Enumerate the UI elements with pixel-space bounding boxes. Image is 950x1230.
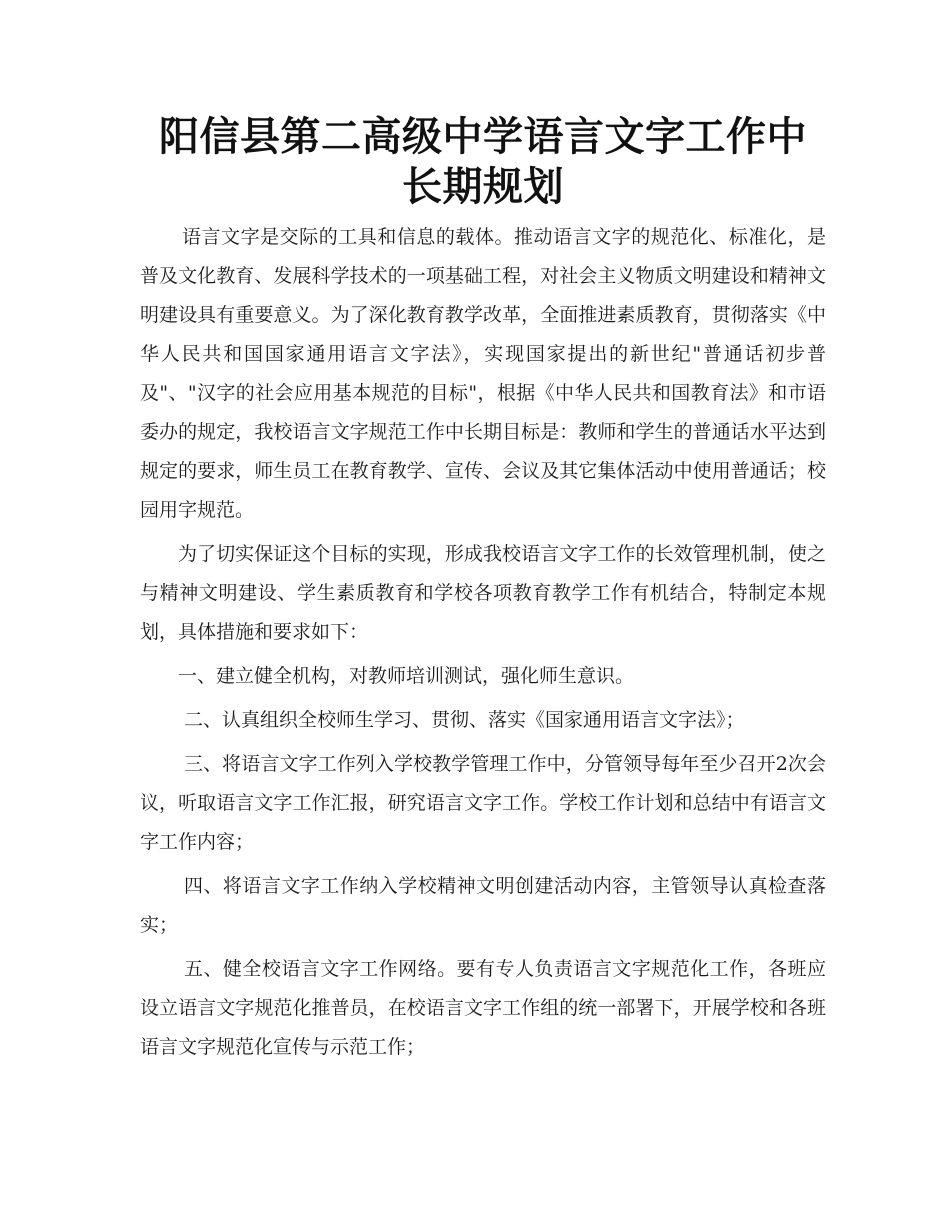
measure-item-3: 三、将语言文字工作列入学校教学管理工作中，分管领导每年至少召开2次会议，听取语言文字工作汇报，研究语言文字工作。学校工作计划和总结中有语言文字工作内容； [140,753,826,853]
measure-item-1: 一、建立健全机构，对教师培训测试，强化师生意识。 [178,665,635,687]
document-body [140,112,826,1072]
document-title-line-2: 长期规划 [402,163,564,210]
measure-item-5: 五、健全校语言文字工作网络。要有专人负责语言文字规范化工作，各班应设立语言文字规范化推普员，在校语言文字工作组的统一部署下，开展学校和各班语言文字规范化宣传与示范工作； [140,958,826,1058]
intro-paragraph: 语言文字是交际的工具和信息的载体。推动语言文字的规范化、标准化，是普及文化教育、发展科学技术的一项基础工程，对社会主义物质文明建设和精神文明建设具有重要意义。为了深化教育教学改革，全面推进素质教育，贯彻落实《中华人民共和国国家通用语言文字法》，实现国家提出的新世纪"普通话初步普及"、"汉字的社会应用基本规范的目标"，根据《中华人民共和国教育法》和市语委办的规定，我校语言文字规范工作中长期目标是：教师和学生的普通话水平达到规定的要求，师生员工在教育教学、宣传、会议及其它集体活动中使用普通话；校园用字规范。 [140,226,826,521]
measure-item-4: 四、将语言文字工作纳入学校精神文明创建活动内容，主管领导认真检查落实； [140,875,826,936]
document-title [140,112,826,212]
document-title-line-1: 阳信县第二高级中学语言文字工作中 [159,113,807,160]
measure-item-2: 二、认真组织全校师生学习、贯彻、落实《国家通用语言文字法》； [184,709,745,731]
purpose-paragraph: 为了切实保证这个目标的实现，形成我校语言文字工作的长效管理机制，使之与精神文明建设、学生素质教育和学校各项教育教学工作有机结合，特制定本规划，具体措施和要求如下： [140,543,826,643]
